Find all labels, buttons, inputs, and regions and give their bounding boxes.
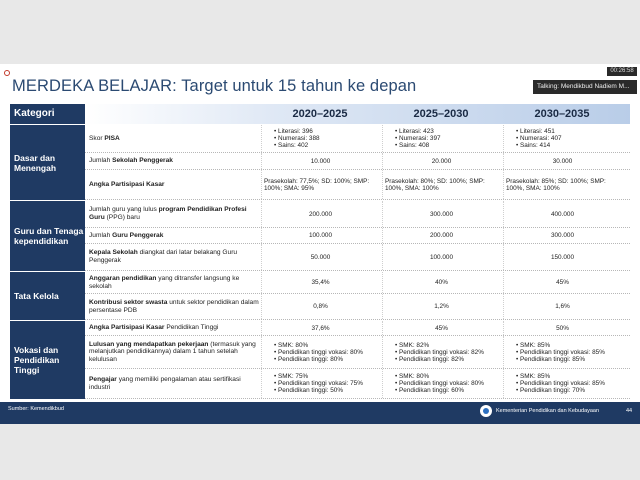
- row-label: [89, 272, 259, 293]
- row-label-text: Skor: [89, 134, 105, 142]
- ministry-name: Kementerian Pendidikan dan Kebudayaan: [496, 408, 600, 414]
- value-list-item: • Numerasi: 388: [274, 135, 320, 142]
- row-label-bold: Angka Partisipasi Kasar: [89, 324, 165, 332]
- value-text: 100.000: [429, 253, 454, 261]
- row-label-text: yang ditransfer langsung ke sekolah: [89, 274, 240, 290]
- row-label-text: diangkat dari latar belakang Guru Penggerak: [89, 249, 238, 264]
- value-text: 45%: [435, 324, 448, 332]
- value-list-item: • Numerasi: 397: [395, 135, 441, 142]
- table-row: [85, 272, 630, 294]
- value-text: 400.000: [550, 210, 575, 218]
- section-vokasi-pt: Vokasi dan Pendidikan Tinggi: [10, 321, 85, 399]
- value-cell-2: [382, 170, 500, 199]
- value-cell-2: [382, 244, 500, 270]
- value-cell-2: [382, 294, 500, 319]
- slide-footer: [0, 402, 640, 424]
- value-cell-1: [261, 336, 379, 368]
- value-text: 300.000: [550, 232, 575, 239]
- value-cell-2: [382, 125, 500, 152]
- value-cell-3: [503, 272, 621, 293]
- value-cell-1: [261, 244, 379, 270]
- value-list-item: • SMK: 85%: [516, 373, 605, 380]
- row-label: [89, 321, 259, 335]
- table-row: [85, 153, 630, 170]
- row-label: [89, 369, 259, 398]
- value-text: 0,8%: [313, 303, 328, 310]
- row-label-text: Jumlah: [89, 231, 113, 239]
- table-row: [85, 228, 630, 244]
- value-cell-3: [503, 369, 621, 398]
- table-row: [85, 321, 630, 336]
- value-cell-2: [382, 201, 500, 227]
- value-text: 37,6%: [311, 324, 330, 332]
- targets-table: [10, 104, 630, 394]
- value-text: Prasekolah: 80%; SD: 100%; SMP: 100%, SMA: 100%: [385, 177, 485, 192]
- value-text: 100.000: [308, 232, 333, 239]
- row-label-text: yang memiliki pengalaman atau sertifikasi industri: [89, 375, 241, 391]
- value-text: 150.000: [550, 253, 575, 261]
- row-label-bold: program Pendidikan Profesi Guru: [89, 206, 247, 221]
- value-cell-3: [503, 170, 621, 199]
- ministry-logo-icon: [480, 405, 492, 417]
- table-row: [85, 125, 630, 153]
- value-text: 200.000: [429, 232, 454, 239]
- value-list-item: • SMK: 80%: [395, 373, 484, 380]
- logo-icon: [4, 70, 10, 76]
- timer-readout: 00:26:58: [607, 67, 637, 76]
- section-tata-kelola: Tata Kelola: [10, 272, 85, 320]
- row-label: [89, 244, 259, 270]
- row-label-bold: Anggaran pendidikan: [89, 274, 157, 282]
- row-label: [89, 201, 259, 227]
- value-cell-3: [503, 336, 621, 368]
- value-text: Prasekolah: 85%; SD: 100%; SMP: 100%, SMA: 100%: [506, 177, 606, 192]
- value-cell-3: [503, 125, 621, 152]
- value-text: 35,4%: [311, 279, 330, 286]
- page-title: MERDEKA BELAJAR: Target untuk 15 tahun ke depan: [12, 77, 417, 95]
- value-cell-1: [261, 170, 379, 199]
- value-list-item: • Sains: 414: [516, 142, 562, 149]
- value-list-item: • Sains: 408: [395, 142, 441, 149]
- value-cell-2: [382, 153, 500, 169]
- table-row: [85, 244, 630, 271]
- period-header-3: 2030–2035: [534, 108, 590, 120]
- value-list-item: • Numerasi: 407: [516, 135, 562, 142]
- value-text: 40%: [435, 279, 448, 286]
- value-text: 20.000: [431, 157, 452, 165]
- value-text: 30.000: [552, 157, 573, 165]
- value-cell-2: [382, 321, 500, 335]
- value-list-item: • SMK: 80%: [274, 342, 363, 349]
- value-list-item: • SMK: 85%: [516, 342, 605, 349]
- value-list-item: • Pendidikan tinggi vokasi: 85%: [516, 349, 605, 356]
- category-header: Kategori: [10, 104, 85, 124]
- value-list-item: • Pendidikan tinggi vokasi: 85%: [516, 380, 605, 387]
- value-cell-2: [382, 272, 500, 293]
- value-cell-1: [261, 125, 379, 152]
- row-label-bold: Sekolah Penggerak: [112, 157, 173, 165]
- value-list-item: • Pendidikan tinggi vokasi: 80%: [395, 380, 484, 387]
- row-label: [89, 125, 259, 152]
- value-list-item: • Pendidikan tinggi vokasi: 80%: [274, 349, 363, 356]
- value-cell-1: [261, 272, 379, 293]
- value-cell-1: [261, 153, 379, 169]
- value-list-item: • Pendidikan tinggi: 60%: [395, 387, 484, 394]
- section-guru-tendik: Guru dan Tenaga kependidikan: [10, 201, 85, 271]
- value-cell-3: [503, 228, 621, 243]
- value-text: 50%: [556, 324, 569, 332]
- value-text: 50.000: [310, 253, 331, 261]
- section-dasar-menengah: Dasar dan Menengah: [10, 125, 85, 200]
- row-label-bold: Kepala Sekolah: [89, 249, 138, 257]
- value-list-item: • Pendidikan tinggi: 85%: [516, 356, 605, 363]
- row-label-text: (termasuk yang melanjutkan pendidikannya) dalam 1 tahun setelah kelulusan: [89, 340, 256, 363]
- value-cell-2: [382, 228, 500, 243]
- value-list-item: • Pendidikan tinggi vokasi: 75%: [274, 380, 363, 387]
- value-text: 200.000: [308, 210, 333, 218]
- talking-indicator: Talking: Mendikbud Nadiem M...: [533, 80, 637, 94]
- value-cell-1: [261, 201, 379, 227]
- value-list-item: • Literasi: 451: [516, 128, 562, 135]
- value-cell-1: [261, 294, 379, 319]
- value-cell-3: [503, 294, 621, 319]
- value-cell-3: [503, 153, 621, 169]
- table-row: [85, 294, 630, 320]
- value-list-item: • SMK: 82%: [395, 342, 484, 349]
- value-text: 10.000: [310, 157, 331, 165]
- row-label: [89, 170, 259, 199]
- value-cell-1: [261, 321, 379, 335]
- value-list-item: • Pendidikan tinggi: 50%: [274, 387, 363, 394]
- value-cell-3: [503, 201, 621, 227]
- value-cell-3: [503, 321, 621, 335]
- page-number: 44: [626, 408, 633, 414]
- row-label-text: Pendidikan Tinggi: [164, 324, 219, 332]
- value-list-item: • SMK: 75%: [274, 373, 363, 380]
- slide-header: [0, 64, 640, 102]
- row-label-text: untuk sektor pendidikan dalam persentase PDB: [89, 298, 259, 314]
- value-cell-2: [382, 369, 500, 398]
- value-list-item: • Pendidikan tinggi: 80%: [274, 356, 363, 363]
- row-label-text: Jumlah: [89, 157, 113, 165]
- value-list-item: • Literasi: 423: [395, 128, 441, 135]
- value-cell-3: [503, 244, 621, 270]
- value-text: 300.000: [429, 210, 454, 218]
- row-label-text: Jumlah guru yang lulus: [89, 206, 159, 214]
- period-header-1: 2020–2025: [292, 108, 348, 120]
- row-label-text: (PPG) baru: [104, 214, 140, 221]
- row-label-bold: Guru Penggerak: [112, 231, 164, 239]
- row-label-bold: Pengajar: [89, 375, 117, 383]
- value-list-item: • Literasi: 396: [274, 128, 320, 135]
- row-label-bold: Angka Partisipasi Kasar: [89, 180, 165, 188]
- value-text: 45%: [556, 279, 569, 286]
- source-note: Sumber: Kemendikbud: [8, 406, 64, 412]
- value-text: Prasekolah: 77,5%; SD: 100%; SMP: 100%; SMA: 95%: [264, 177, 370, 192]
- value-list-item: • Pendidikan tinggi: 70%: [516, 387, 605, 394]
- period-header-2: 2025–2030: [413, 108, 469, 120]
- table-row: [85, 201, 630, 228]
- table-row: [85, 336, 630, 369]
- value-list-item: • Pendidikan tinggi vokasi: 82%: [395, 349, 484, 356]
- table-row: [85, 369, 630, 399]
- value-cell-1: [261, 369, 379, 398]
- row-label: [89, 228, 259, 243]
- row-label: [89, 153, 259, 169]
- row-label-bold: Kontribusi sektor swasta: [89, 298, 168, 306]
- value-cell-2: [382, 336, 500, 368]
- table-header: [10, 104, 630, 124]
- table-row: [85, 170, 630, 200]
- value-list-item: • Pendidikan tinggi: 82%: [395, 356, 484, 363]
- row-label: [89, 294, 259, 319]
- value-text: 1,6%: [555, 303, 570, 310]
- presentation-slide: [0, 64, 640, 424]
- value-cell-1: [261, 228, 379, 243]
- value-text: 1,2%: [434, 303, 449, 310]
- value-list-item: • Sains: 402: [274, 142, 320, 149]
- row-label: [89, 336, 259, 368]
- row-label-bold: Lulusan yang mendapatkan pekerjaan: [89, 340, 209, 348]
- row-label-bold: PISA: [104, 134, 120, 142]
